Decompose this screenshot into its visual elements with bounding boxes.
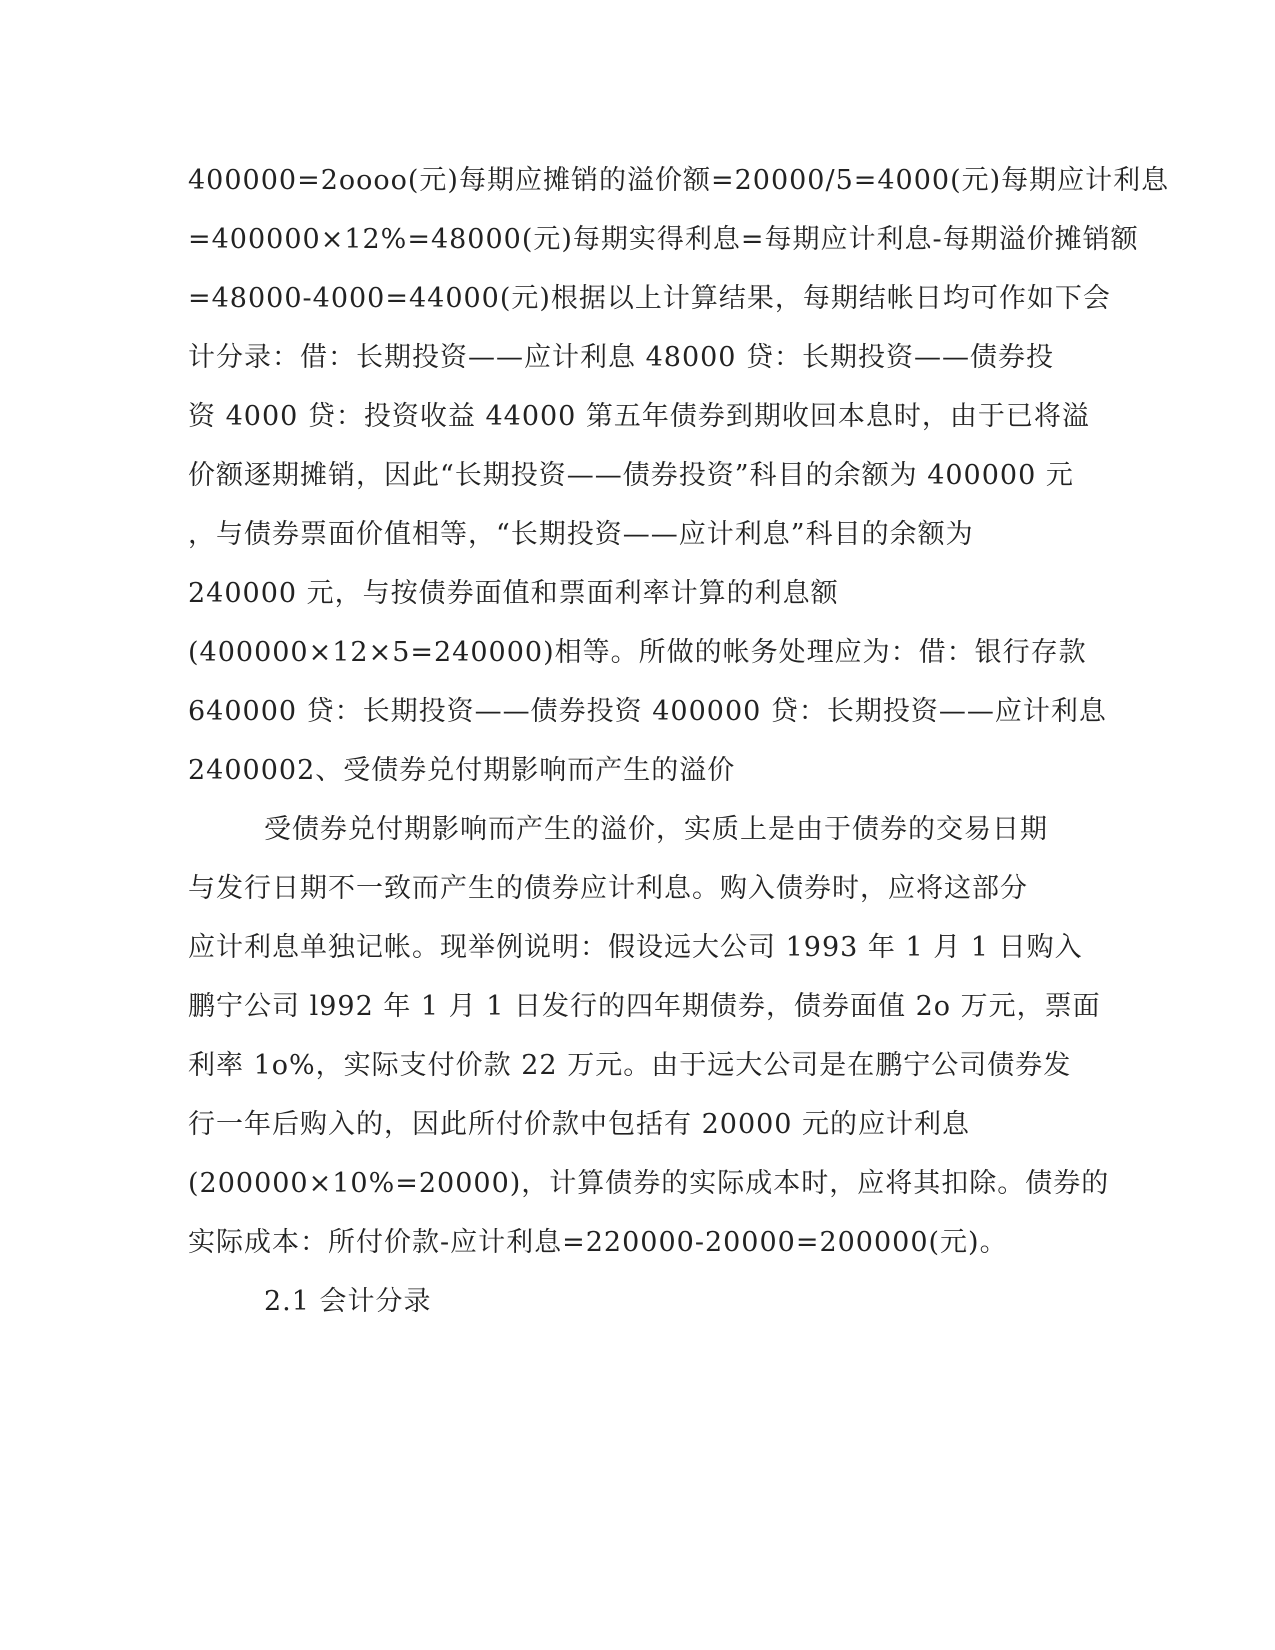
- paragraph-2-line-1: 受债券兑付期影响而产生的溢价，实质上是由于债券的交易日期: [264, 814, 1048, 845]
- text-line-9: (400000×12×5=240000)相等。所做的帐务处理应为：借：银行存款: [188, 637, 1087, 668]
- paragraph-2-line-4: 鹏宁公司 l992 年 1 月 1 日发行的四年期债券，债券面值 2o 万元，票面: [188, 991, 1101, 1022]
- text-line-5: 资 4000 贷：投资收益 44000 第五年债券到期收回本息时，由于已将溢: [188, 401, 1090, 432]
- paragraph-2-line-5: 利率 1o%，实际支付价款 22 万元。由于远大公司是在鹏宁公司债券发: [188, 1050, 1072, 1081]
- text-line-2: =400000×12%=48000(元)每期实得利息=每期应计利息-每期溢价摊销额: [188, 224, 1139, 255]
- document-body: [188, 0, 1170, 1650]
- paragraph-2-line-3: 应计利息单独记帐。现举例说明：假设远大公司 1993 年 1 月 1 日购入: [188, 932, 1083, 963]
- paragraph-2-line-7: (200000×10%=20000)，计算债券的实际成本时，应将其扣除。债券的: [188, 1168, 1110, 1199]
- text-line-8: 240000 元，与按债券面值和票面利率计算的利息额: [188, 578, 839, 609]
- paragraph-2-line-8: 实际成本：所付价款-应计利息=220000-20000=200000(元)。: [188, 1227, 1008, 1258]
- text-line-10: 640000 贷：长期投资——债券投资 400000 贷：长期投资——应计利息: [188, 696, 1107, 727]
- text-line-1: 400000=2oooo(元)每期应摊销的溢价额=20000/5=4000(元)每期应计利息: [188, 165, 1170, 196]
- text-line-3: =48000-4000=44000(元)根据以上计算结果，每期结帐日均可作如下会: [188, 283, 1111, 314]
- text-line-11: 2400002、受债券兑付期影响而产生的溢价: [188, 755, 736, 786]
- text-line-7: ，与债券票面价值相等，“长期投资——应计利息”科目的余额为: [188, 519, 974, 550]
- paragraph-2-line-6: 行一年后购入的，因此所付价款中包括有 20000 元的应计利息: [188, 1109, 971, 1140]
- text-line-4: 计分录：借：长期投资——应计利息 48000 贷：长期投资——债券投: [188, 342, 1055, 373]
- section-heading-2-1: 2.1 会计分录: [264, 1286, 432, 1317]
- text-line-6: 价额逐期摊销，因此“长期投资——债券投资”科目的余额为 400000 元: [188, 460, 1074, 491]
- paragraph-2-line-2: 与发行日期不一致而产生的债券应计利息。购入债券时，应将这部分: [188, 873, 1028, 904]
